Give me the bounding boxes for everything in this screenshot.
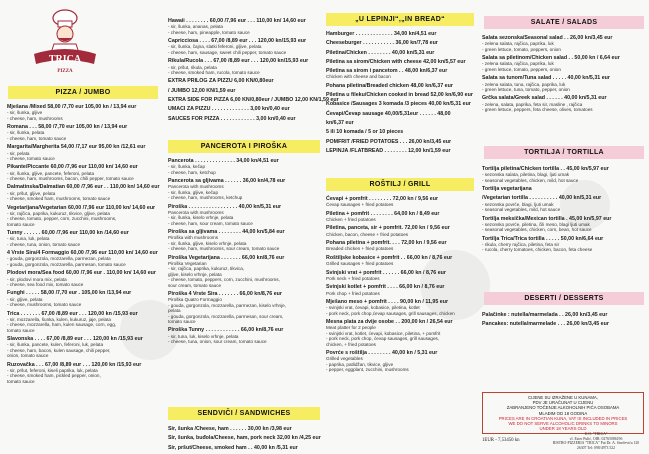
menu-item-description: - pepper, eggplant, zucchini, mushrooms — [326, 367, 409, 373]
menu-item — [482, 95, 644, 112]
menu-item-description: - sezonsko povrće, piletina, čili meso, blagi ljuti umak — [482, 221, 590, 227]
menu-item — [168, 38, 320, 55]
menu-item — [7, 184, 159, 201]
menu-item — [326, 120, 476, 126]
notice-line: ZABRANJENO TOČENJE ALKOHOLNIH PIĆA OSOBAMA — [506, 405, 620, 411]
menu-item-description: - seasonal vegetables, mild, hot sauce — [482, 207, 561, 213]
menu-item — [168, 435, 320, 441]
menu-item-name: POMFRIT /FRIED POTATOES . . . 26,00 kn/3,45 eur — [326, 138, 452, 145]
menu-item-description: - cheese, ham, tomato sauce — [7, 135, 67, 141]
section-pancerota-banner — [168, 140, 320, 153]
menu-item-name: Tortilja meksička/Mexican tortilla . 45,00 kn/5,97 eur — [482, 215, 612, 222]
section-salads-banner — [484, 16, 644, 29]
menu-item — [482, 321, 644, 327]
menu-item-name: EXTRA PRILOG ZA PIZZU 6,00 KN/0,80eur — [168, 78, 274, 85]
menu-item-description: Meat platter for 2 people — [326, 325, 376, 331]
menu-item-name: Piroška . . . . . . . . . . . . . . . . . 40,00 kn/5,31 eur — [168, 203, 282, 210]
menu-item-description: - gouda, gorgonzola, mozzarella, parmesan, sour cream, — [168, 313, 284, 319]
menu-item-name: kn/6,37 eur — [326, 120, 354, 127]
menu-item-description: - gouda, gorgonzola, mozzarella, parmesan, tomato sauce — [7, 261, 126, 267]
menu-item-description: - cheese, smoked ham, pickled pepper, onion, — [7, 373, 101, 379]
menu-item-description: - sir, šunka, gljive, kečap — [168, 189, 219, 195]
menu-item-name: Plodovi mora/Sea food 60,00 /7,96 eur . 110,00 kn/ 14,60 eur — [7, 270, 156, 277]
menu-item-name: UMACI ZA PIZZU . . . . . . . . . . . . . 3,00 kn/0,40 eur — [168, 106, 290, 113]
menu-item-name: Rikula/Rucola . . . 67,00 /8,89 eur . . . 120,00 kn/15,93 eur — [168, 58, 309, 65]
menu-item-name: / JUMBO 12,00 KN/1,59 eur — [168, 87, 236, 94]
menu-item — [326, 196, 476, 208]
menu-item-description: - sir, rajčica, paprika, kukuruz, tikvica, — [168, 266, 245, 272]
menu-item — [326, 111, 476, 117]
menu-item — [168, 255, 320, 288]
menu-item-description: - sir, šunka, gljive — [7, 110, 43, 116]
menu-item — [326, 350, 476, 373]
menu-item-name: Piroška sa gljivama . . . . . . . . 44,00 kn/5,84 eur — [168, 229, 285, 236]
notice-line: PDV JE URAČUNAT U CIJENU — [532, 400, 594, 406]
menu-item-name: LEPINJA /FLATBREAD . . . . . . . . 12,00 kn/1,59 eur — [326, 147, 451, 154]
menu-item-name: Pohana piletina/Breaded chicken 48,00 kn/6,37 eur — [326, 82, 453, 89]
menu-item-description: - sir, pršut, feferoni, kiseli paprika, luk, pelata — [7, 367, 98, 373]
menu-item-description: Piroška with mushrooms — [168, 235, 219, 241]
address-line: BISTRO-PIZZERIA "TRICA" Put Dr. A. Starčevića 120 — [552, 441, 640, 446]
menu-item — [326, 101, 476, 107]
business-address — [546, 432, 646, 450]
menu-item — [326, 50, 476, 56]
notice-line: MLAĐIM OD 18 GODINA — [538, 410, 588, 416]
menu-item-description: Chicken + fried potatoes — [326, 217, 376, 222]
menu-item-name: Salata sa piletinom/Chicken salad . . 50,00 kn / 6,64 eur — [482, 55, 620, 62]
price-notice — [482, 392, 644, 434]
menu-item — [168, 445, 320, 451]
sandwich-list — [168, 426, 320, 454]
menu-item-name: Mješano meso + pomfrit . . . . 90,00 kn / 11,95 eur — [326, 298, 449, 305]
menu-item-name: Funghi . . . . . 58,00 /7,70 eur . 105,00 kn /13,94 eur — [7, 290, 132, 297]
menu-item — [168, 204, 320, 227]
deserts-list — [482, 312, 644, 331]
pizza-list — [7, 104, 159, 387]
menu-item-description: - green lettuce, tomato, peppers, onion — [482, 66, 561, 72]
menu-item — [326, 40, 476, 46]
menu-item-description: - cheese, tomato, peppers, corn, zucchini, mushrooms, — [168, 277, 280, 283]
menu-item — [7, 311, 159, 334]
menu-item-name: /Vegetarian tortilla . . . . . . . . . . 40,00 kn/5,31 eur — [482, 195, 602, 202]
menu-item-description: Piroška Vegetarian — [168, 260, 207, 266]
menu-item-name: Piletina + pomfrit . . . . . . . . 64,00 kn / 8,49 eur — [326, 210, 440, 217]
menu-item-name: Piroška Tunny . . . . . . . . . . . . 66,00 kn/8,76 eur — [168, 327, 284, 334]
menu-item-name: Margarita/Margherita 54,00 /7,17 eur 95,00 kn /12,61 eur — [7, 144, 146, 151]
menu-item-description: - green lettuce, tomato, peppers, onion — [482, 46, 561, 52]
menu-item-name: Piletina, panceta, sir + pomfrit. 72,00 kn / 9,56 eur — [326, 225, 450, 232]
menu-item — [326, 68, 476, 80]
menu-item-name: Trica . . . . . . . 67,00 /8,89 eur . . . 120,00 kn /15,93 eur — [7, 310, 138, 317]
menu-item-description: - gouda, gorgonzola, mozzarella, parmezan, kiselo vrhnje, — [168, 302, 286, 308]
menu-item-description: - cheese, tomato sauce — [7, 155, 55, 161]
menu-item-description: - cheese, smoked ham, mushrooms, tomato sauce — [7, 196, 111, 202]
menu-item-name: 4 Vrste Sira/4 Formaggio 60,00 /7,96 eur 110,00 kn/ 14,60 eur — [7, 250, 158, 257]
menu-item — [326, 284, 476, 296]
menu-item-description: - sir, tuna, luk, kiselo vrhnje, pelata — [168, 333, 239, 339]
notice-line: PRICES ARE IN CROATIAN KUNA, VAT IS INCLUDED IN PRICES — [498, 415, 628, 421]
menu-item-name: 5 ili 10 komada / 5 or 10 pieces — [326, 129, 404, 136]
menu-item — [7, 290, 159, 307]
menu-item-description: - zelena salata, tuna, rajčica, paprika, luk — [482, 81, 566, 87]
menu-item-name: Cheeseburger . . . . . . . . . . . 36,00 kn/7,78 eur — [326, 40, 438, 47]
pizza-list-continued — [168, 18, 339, 125]
menu-item-name: Pohana piletina + pomfrit. . . . 72,00 kn / 9,56 eur — [326, 240, 447, 247]
menu-item-name: SAUCES FOR PIZZA . . . . . . . . . . . . 3,00 kn/0,40 eur — [168, 115, 296, 122]
menu-item-description: - seasonal vegetables, chicken, corn, bean, hot sauce — [482, 227, 592, 233]
menu-item-description: pelata — [168, 308, 181, 314]
menu-item-description: Chicken, bacon, cheese + fried potatoes — [326, 231, 409, 237]
menu-item-description: - zelena salata, rajčica, paprika, luk — [482, 61, 554, 67]
menu-item-description: - zelena salata, rajčica, paprika, luk — [482, 41, 554, 47]
menu-item — [168, 96, 339, 103]
menu-item-name: Tortilja piletina/Chicken tortilla . . 45,00 kn/5,97 eur — [482, 166, 609, 172]
menu-item-description: - green lettuce, tuna, tomato, pepper, onion — [482, 86, 570, 92]
menu-item — [326, 299, 476, 316]
menu-item — [168, 78, 320, 84]
menu-item-name: Sir, pršut/Cheese, smoked ham . . 40,00 kn /5,31 eur — [168, 444, 298, 451]
menu-item-description: sour cream, tomato sauce — [168, 282, 222, 288]
menu-item-description: - cheese, ham, mushrooms, ketchup — [168, 195, 243, 201]
section-grill-banner — [326, 178, 474, 191]
menu-item-description: - seasonal vegetables, chicken, mild, hot sauce — [482, 177, 579, 183]
menu-item-description: - sir, pršut, rikula, pelata — [168, 64, 217, 70]
menu-item-description: - sir, šunka, kiselo vrhnje, pelata — [168, 215, 234, 221]
menu-item-description: - cheese, tuna, onion, sour cream, tomato sauce — [168, 339, 267, 345]
menu-item-description: - paprika, patlidžan, tikvice, gljive — [326, 361, 394, 367]
section-deserts-banner — [484, 292, 644, 305]
menu-item — [326, 255, 476, 267]
section-deserts-title: DESERTI / DESSERTS — [524, 295, 604, 302]
menu-item-description: - cheese, ham, mushrooms, bacon, chili pepper, tomato sauce — [7, 176, 134, 182]
menu-item-description: - svinjski vrat, ćevapi, kobasice, piletina, kotlet — [326, 305, 420, 311]
menu-item-description: - cheese, mushrooms, tomato sauce — [7, 302, 82, 308]
menu-item-description: - rucola, cherry tomatoes, chicken, bacon, feta cheese — [482, 247, 593, 253]
menu-item-name: Hawaii . . . . . . . . 60,00 /7,96 eur . . . 110,00 kn/ 14,60 eur — [168, 18, 306, 24]
menu-item-description: Grilled vegetables — [326, 356, 363, 362]
menu-item-name: Sir, šunka /Cheese, ham . . . . . . 30,00 kn /3,98 eur — [168, 426, 292, 432]
menu-item — [7, 230, 159, 247]
menu-item-description: - cheese, tuna, onion, tomato sauce — [7, 241, 81, 247]
menu-item-description: - sir, šunka, pelata — [7, 130, 45, 136]
menu-item-description: onion, tomato sauce — [7, 353, 49, 359]
menu-item-description: - sir, šunka, pancete, kulen, feferoni, luk, pelata — [7, 342, 104, 348]
menu-item — [482, 186, 644, 192]
menu-item-description: - svinjski vrat, kotlet, ćevapi, kobasice, piletina, + pomfrit — [326, 330, 441, 336]
menu-item — [168, 291, 320, 324]
address-line: 26307 Tel: 098/4973 522 — [576, 445, 616, 450]
menu-item-description: Ćevap sausages + fried potatoes — [326, 202, 394, 208]
menu-item-name: Salata sezonska/Seasonal salad . . 26,00 kn/3,45 eur — [482, 35, 613, 41]
menu-item-description: - cheese, ham, mushrooms, sour cream, tomato sauce — [168, 246, 280, 252]
exchange-rate: 1EUR - 7,53450 kn — [482, 438, 520, 443]
menu-item — [168, 229, 320, 252]
menu-item-name: Palačinke : nutella/marmelada . . 26,00 kn/3,45 eur — [482, 312, 608, 318]
menu-item — [168, 106, 320, 112]
trica-logo — [28, 4, 102, 78]
section-sandwich-title: SENDVIČI / SANDWICHES — [197, 410, 291, 417]
menu-item-description: - cheese, ham, pineapple, tomato sauce — [168, 29, 250, 35]
chef-logo-icon — [28, 4, 102, 78]
section-tortilla-banner — [484, 146, 644, 159]
menu-item — [168, 178, 320, 201]
menu-item — [326, 129, 476, 135]
menu-item-name: Mesna plata za dvije osobe . . 200,00 kn / 26,54 eur — [326, 319, 453, 326]
menu-item — [482, 236, 644, 253]
menu-item-description: Chicken with cheese and bacon — [326, 74, 391, 80]
menu-item — [482, 216, 644, 233]
menu-item — [326, 148, 476, 154]
menu-item-description: - sir, gljive, pelata — [7, 296, 43, 302]
menu-item-description: tomato sauce — [168, 318, 196, 324]
menu-item-name: Ćevapi + pomfrit . . . . . . . . 72,00 kn / 9,56 eur — [326, 196, 439, 202]
menu-item-name: Hamburger . . . . . . . . . . . . . 34,00 kn/4,51 eur — [326, 31, 437, 37]
menu-item — [326, 139, 476, 145]
menu-item — [7, 164, 159, 181]
menu-item-description: Pancerota with mushrooms — [168, 209, 224, 215]
menu-item-name: Svinjski vrat + pomfrit . . . . . . 66,00 kn / 8,76 eur — [326, 269, 446, 276]
menu-item-description: - cheese, ham, bacon, kulen sausage, chili pepper, — [7, 347, 111, 353]
menu-item — [482, 55, 644, 72]
menu-item — [168, 58, 320, 75]
tortilla-list — [482, 166, 644, 256]
menu-item-description: - cheese, mozzarella, ham, kulen sausage, corn, egg, — [7, 322, 117, 328]
menu-item-name: Vegetarijana/Vegetarian 60,00 /7,96 eur 110,00 kn/ 14,60 eur — [7, 204, 156, 211]
menu-item — [7, 144, 159, 161]
menu-item — [326, 319, 476, 347]
menu-item-name: Grčka salata/Greek salad . . . . . . 40,00 kn/5,31 eur — [482, 95, 607, 102]
menu-item-description: Piroška Quatro Formaggio — [168, 297, 222, 303]
menu-item-description: - rikula, cherry rajčica, piletina, feta sir — [482, 241, 560, 247]
pancerota-list — [168, 158, 320, 347]
address-line: U.O. "TRICA" — [584, 432, 608, 436]
menu-item-name: Capricciosa . . . . 67,00 /8,89 eur . . . 120,00 kn/15,93 eur — [168, 38, 307, 45]
menu-item — [482, 75, 644, 92]
menu-item-name: Slavonska . . . . 67,00 /8,89 eur . . . 120,00 kn /15,93 eur — [7, 336, 143, 343]
menu-item — [168, 18, 320, 35]
section-tortilla-title: TORTILJA / TORTILLA — [524, 149, 604, 156]
menu-item-description: - cheese, tomato, pepper, corn, zucchini, mushrooms, — [7, 216, 117, 222]
menu-item-name: Pikante/Piccante 60,00 /7,96 eur 110,00 kn/ 14,60 eur — [7, 164, 138, 171]
menu-item-name: Dalmatinska/Dalmatian 60,00 /7,96 eur . . 110,00 kn/ 14,60 eur — [7, 184, 160, 191]
salads-list — [482, 35, 644, 115]
section-sandwich-banner — [168, 407, 320, 420]
menu-item-description: - sir, šunka, kečap — [168, 164, 206, 170]
notice-line: WE DO NOT SERVE ALCOHOLIC DRINKS TO MINORS — [508, 421, 618, 427]
menu-item-name: Pancerota . . . . . . . . . . . . . . 34,00 kn/4,51 eur — [168, 158, 279, 164]
menu-item-name: Salata sa tunom/Tuna salad . . . . . 40,00 kn/5,31 eur — [482, 75, 610, 82]
menu-item-description: Pancerota with mushrooms — [168, 184, 224, 190]
menu-item-description: - sir, šunka, gljive, kiselo vrhnje, pelata — [168, 240, 247, 246]
menu-item-description: Grilled sausages + fried potatoes — [326, 261, 394, 267]
menu-item-description: tomato sauce — [7, 221, 35, 227]
menu-item — [482, 195, 644, 212]
menu-item — [7, 336, 159, 359]
menu-item-name: Sir, šunka, buđola/Cheese, ham, pork neck 32,00 kn /4,25 eur — [168, 435, 321, 442]
menu-item — [326, 59, 476, 65]
menu-item-description: Pork chop + fried potatoes — [326, 290, 380, 296]
menu-item — [326, 211, 476, 223]
notice-line: CIJENE SU IZRAŽENE U KUNAMA, — [528, 395, 598, 400]
grill-list — [326, 196, 476, 375]
menu-item-name: Tortilja vegetarijana — [482, 186, 532, 193]
menu-item — [326, 240, 476, 252]
menu-item-description: - cheese, ham, sausage, sweet chili pepper, tomato sauce — [168, 49, 287, 55]
menu-item-description: - sir, pršut, gljive, pelata — [7, 190, 56, 196]
menu-item-description: - cheese, smoked ham, rucola, tomato sauce — [168, 69, 260, 75]
menu-item-description: - sir, mozzarella, šunka, kulen, kukuruz, jaje, pelata — [7, 316, 111, 322]
menu-item-name: Povrće s roštilja . . . . . . . . 40,00 kn / 5,31 eur — [326, 349, 438, 356]
menu-item-name: EXTRA SIDE FOR PIZZA 6,00 KN/0,80eur / JUMBO 12,00 KN/1,59 eur — [168, 96, 339, 103]
menu-item — [168, 426, 320, 432]
menu-item-description: - sir, šunka, čajna, slatki feferoni, gljive, pelata — [168, 44, 262, 50]
menu-item-description: - cheese, ham, sour cream, tomato sauce — [168, 220, 253, 226]
menu-item-description: tomato sauce — [7, 327, 35, 333]
svg-text:TRICA: TRICA — [48, 54, 82, 65]
menu-item-description: - gouda, gorgonzola, mozzarella, parmezan, pelata — [7, 256, 111, 262]
menu-item-description: - cheese, ham, ketchup — [168, 169, 216, 175]
menu-item-description: chicken, + fried potatoes — [326, 341, 376, 347]
menu-item — [7, 104, 159, 121]
menu-item-name: Romana . . . 58,00 /7,70 eur 105,00 kn / 13,94 eur — [7, 124, 128, 131]
menu-item-name: Pancakes: nutella/marmelade . . . 26,00 kn/3,45 eur — [482, 321, 609, 328]
menu-item — [326, 83, 476, 89]
menu-item — [326, 31, 476, 37]
menu-item — [168, 327, 320, 344]
menu-item — [482, 166, 644, 183]
menu-item — [326, 92, 476, 98]
menu-item-name: Ćevapi/Ćevap sausage 40,00/5,31eur . . . . . . 48,00 — [326, 110, 451, 117]
menu-item-description: - sir, rajčica, paprika, kukuruz, tikvice, gljive, pelata — [7, 210, 110, 216]
menu-item — [326, 270, 476, 282]
menu-item-name: Mješana /Mixed 58,00 /7,70 eur 105,00 kn / 13,94 eur — [7, 104, 137, 110]
menu-item-name: Piletina u fileku/Chicken cooked in bread 52,00 kn/6,90 eur — [326, 92, 473, 99]
menu-item-description: Pork neck + fried potatoes — [326, 275, 380, 281]
address-line: vl. Ester Pulić, OIB: 02765086196 — [569, 436, 623, 441]
section-pizza-banner — [8, 86, 158, 99]
menu-item — [326, 225, 476, 237]
menu-item-name: Piroška Vegetarijana . . . . . . . 66,00 kn/8,76 eur — [168, 254, 285, 261]
menu-item-name: Piroška 4 Vrste Sira . . . . . . . 66,00 kn/8,76 eur — [168, 290, 282, 297]
menu-item-description: - pork neck, pork chop,ćevap sausages, grill sausages, chicken — [326, 310, 455, 316]
menu-item-name: Kobasice /Sausages 3 komada /3 pieces 40,00 kn/5,31 eur — [326, 101, 471, 108]
menu-item-description: - sezonska povrće, blagi, ljuti umak — [482, 201, 554, 207]
menu-item — [7, 362, 159, 385]
menu-item-name: Svinjski kotlet + pomfrit . . . . 66,00 kn / 8,76 eur — [326, 284, 445, 291]
menu-item-description: gljive, kiselo vrhnje, pelata — [168, 271, 222, 277]
section-salads-title: SALATE / SALADS — [530, 19, 598, 26]
menu-item-name: Roštiljske kobasice + pomfrit . . 66,00 kn / 8,76 eur — [326, 254, 453, 261]
menu-item-name: Ruzovačka . . . 67,00 /8,89 eur . . . 120,00 kn /15,93 eur — [7, 361, 142, 368]
menu-item-description: - green lettuce, peppers, feta cheese, olives, tomatoes — [482, 107, 593, 113]
menu-item — [168, 158, 320, 175]
section-grill-title: ROŠTILJ / GRILL — [369, 181, 431, 188]
menu-item-description: - sir, pelata — [7, 150, 30, 156]
menu-item-description: - sir, šunka, ananas, pelata — [168, 24, 223, 30]
section-lepinje-title: „U LEPINJI“,„IN BREAD“ — [355, 16, 445, 23]
menu-item-name: Piletina sa sirom/Chicken with cheese 42,00 kn/5,57 eur — [326, 58, 466, 65]
menu-item-name: Piletina/Chicken . . . . . . . . 40,00 kn/5,31 eur — [326, 49, 435, 56]
menu-item-description: - cheese, ham, mushrooms — [7, 115, 63, 121]
menu-item-name: Piletina sa sirom i pancetom . . 48,00 kn/6,37 eur — [326, 68, 448, 75]
menu-item-description: - pork neck, pork chop, ćevap sausages, grill sausages, — [326, 336, 440, 342]
menu-item-description: tomato sauce — [7, 378, 35, 384]
menu-item — [482, 35, 644, 52]
menu-item — [168, 116, 320, 122]
menu-item-name: Tunny . . . . . . 60,00 /7,96 eur 110,00 kn /14,60 eur — [7, 230, 129, 237]
svg-text:PIZZA: PIZZA — [57, 69, 73, 74]
menu-item — [7, 250, 159, 267]
menu-item — [7, 270, 159, 287]
menu-item — [7, 205, 159, 228]
menu-item-description: - sir, šunka, gljive, pancete, feferoni, pelata — [7, 170, 95, 176]
menu-item — [7, 124, 159, 141]
menu-item — [168, 88, 320, 94]
lepinje-list — [326, 31, 476, 157]
menu-item-description: - sir, plodovi mora mix, pelata — [7, 276, 67, 282]
section-pizza-title: PIZZA / JUMBO — [55, 89, 111, 96]
menu-item-description: - zelena, salata, paprika, feta sir, masline , rajčica — [482, 101, 583, 107]
menu-item-description: - sir, tuna, luk, pelata — [7, 236, 50, 242]
section-pancerota-title: PANCEROTA I PIROŠKA — [200, 143, 288, 150]
menu-item-description: - cheese, sea food mix, tomato sauce — [7, 281, 84, 287]
menu-item — [482, 312, 644, 318]
menu-item-name: Tortilja Trica/Trica tortilla . . . . . 50,00 kn/6,64 eur — [482, 235, 604, 242]
section-lepinje-banner — [326, 13, 474, 26]
menu-item-description: Breaded chicken + fried potatoes — [326, 246, 394, 252]
menu-item-name: Pancerota sa gljivama . . . . . . 36,00 kn/4,78 eur — [168, 178, 286, 185]
menu-item-description: - sezonska salata, piletina, blagi, ljuti umak — [482, 172, 570, 178]
notice-line: UNDER 18 YEARS OLD — [539, 426, 587, 432]
